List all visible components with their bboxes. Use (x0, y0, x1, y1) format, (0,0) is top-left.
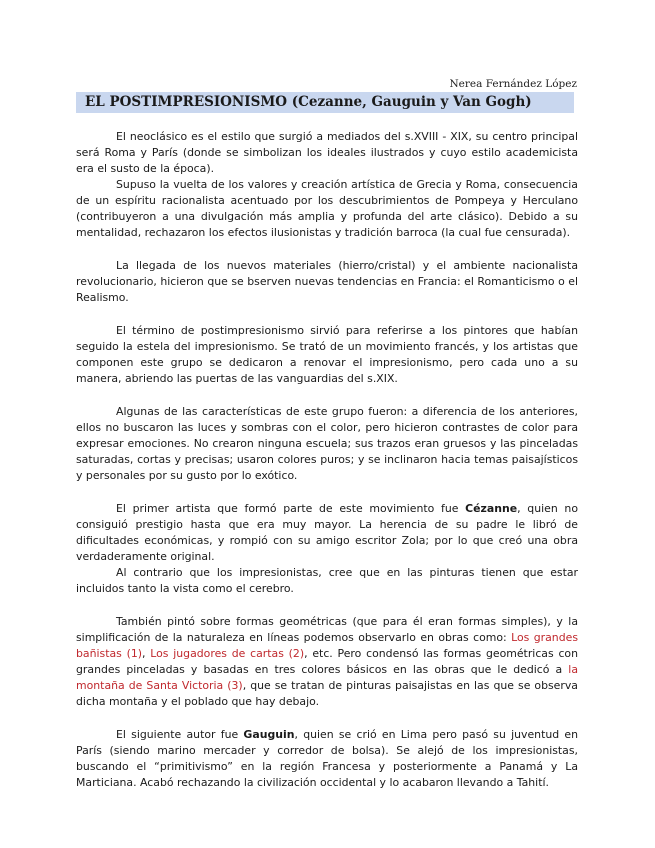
author-name: Nerea Fernández López (449, 78, 577, 90)
paragraph-formas-geometricas (76, 614, 578, 710)
paragraph-vista-cerebro: Al contrario que los impresionistas, cree que en las pinturas tienen que estar incluidos tanto la vista como el cerebro. (76, 566, 578, 595)
link-jugadores-cartas[interactable]: Los jugadores de cartas (2) (150, 647, 305, 660)
text-span: El siguiente autor fue (116, 728, 244, 741)
text-span: , quien no consiguió prestigio hasta que era muy mayor. La herencia de su padre le libró de dificultades económicas, y rompió con su amigo escritor Zola; por lo que creó una obra verdaderamente original. (76, 502, 578, 563)
document-body (76, 129, 578, 791)
text-span: También pintó sobre formas geométricas (que para él eran formas simples), y la simplificación de la naturaleza en líneas podemos observarlo en obras como: (76, 615, 578, 644)
link-grandes-banistas[interactable]: Los grandes bañistas (1) (76, 631, 578, 660)
page-title: EL POSTIMPRESIONISMO (Cezanne, Gauguin y Van Gogh) (85, 94, 532, 110)
paragraph-nuevos-materiales: La llegada de los nuevos materiales (hierro/cristal) y el ambiente nacionalista revolucionario, hicieron que se bserven nuevas tendencias en Francia: el Romanticismo o el Realismo. (76, 259, 578, 304)
artist-name-gauguin: Gauguin (243, 728, 295, 741)
paragraph-gauguin (76, 727, 578, 791)
paragraph-definicion: El término de postimpresionismo sirvió para referirse a los pintores que habían seguido la estela del impresionismo. Se trató de un movimiento francés, y los artistas que componen este grupo se dedicaron a renovar el impresionismo, pero cada uno a su manera, abriendo las puertas de las vanguardias del s.XIX. (76, 324, 578, 385)
text-span: , que se tratan de pinturas paisajistas en las que se observa dicha montaña y el poblado que hay debajo. (76, 679, 578, 708)
paragraph-grecia-roma: Supuso la vuelta de los valores y creación artística de Grecia y Roma, consecuencia de un espíritu racionalista acentuado por los descubrimientos de Pompeya y Herculano (contribuyeron a una divulgación más amplia y profunda del arte clásico). Debido a su mentalidad, rechazaron los efectos ilusionistas y tradición barroca (la cual fue censurada). (76, 178, 578, 239)
text-span: , etc. Pero condensó las formas geométricas con grandes pinceladas y basadas en tres colores básicos en las obras que le dedicó a (76, 647, 578, 676)
text-span: , (142, 647, 151, 660)
artist-name-cezanne: Cézanne (465, 502, 518, 515)
paragraph-caracteristicas: Algunas de las características de este grupo fueron: a diferencia de los anteriores, ellos no buscaron las luces y sombras con el color, pero hicieron contrastes de color para expresar emociones. No crearon ninguna escuela; sus trazos eran gruesos y las pinceladas saturadas, cortas y precisas; usaron colores puros; y se inclinaron hacia temas paisajísticos y personales por su gusto por lo exótico. (76, 405, 578, 482)
link-montana-santa-victoria[interactable]: la montaña de Santa Victoria (3) (76, 663, 578, 692)
text-span: , quien se crió en Lima pero pasó su juventud en París (siendo marino mercader y corredor de bolsa). Se alejó de los impresionistas, buscando el “primitivismo” en la región Francesa y posteriormente a Panamá y La Marticiana. Acabó rechazando la civilización occidental y lo acabaron llevando a Tahití. (76, 728, 578, 789)
text-span: El primer artista que formó parte de este movimiento fue (116, 502, 466, 515)
paragraph-cezanne (76, 501, 578, 565)
title-banner (76, 92, 574, 113)
paragraph-neoclasico: El neoclásico es el estilo que surgió a mediados del s.XVIII - XIX, su centro principal será Roma y París (donde se simbolizan los ideales ilustrados y cuyo estilo academicista era el susto de la época). (76, 130, 578, 175)
